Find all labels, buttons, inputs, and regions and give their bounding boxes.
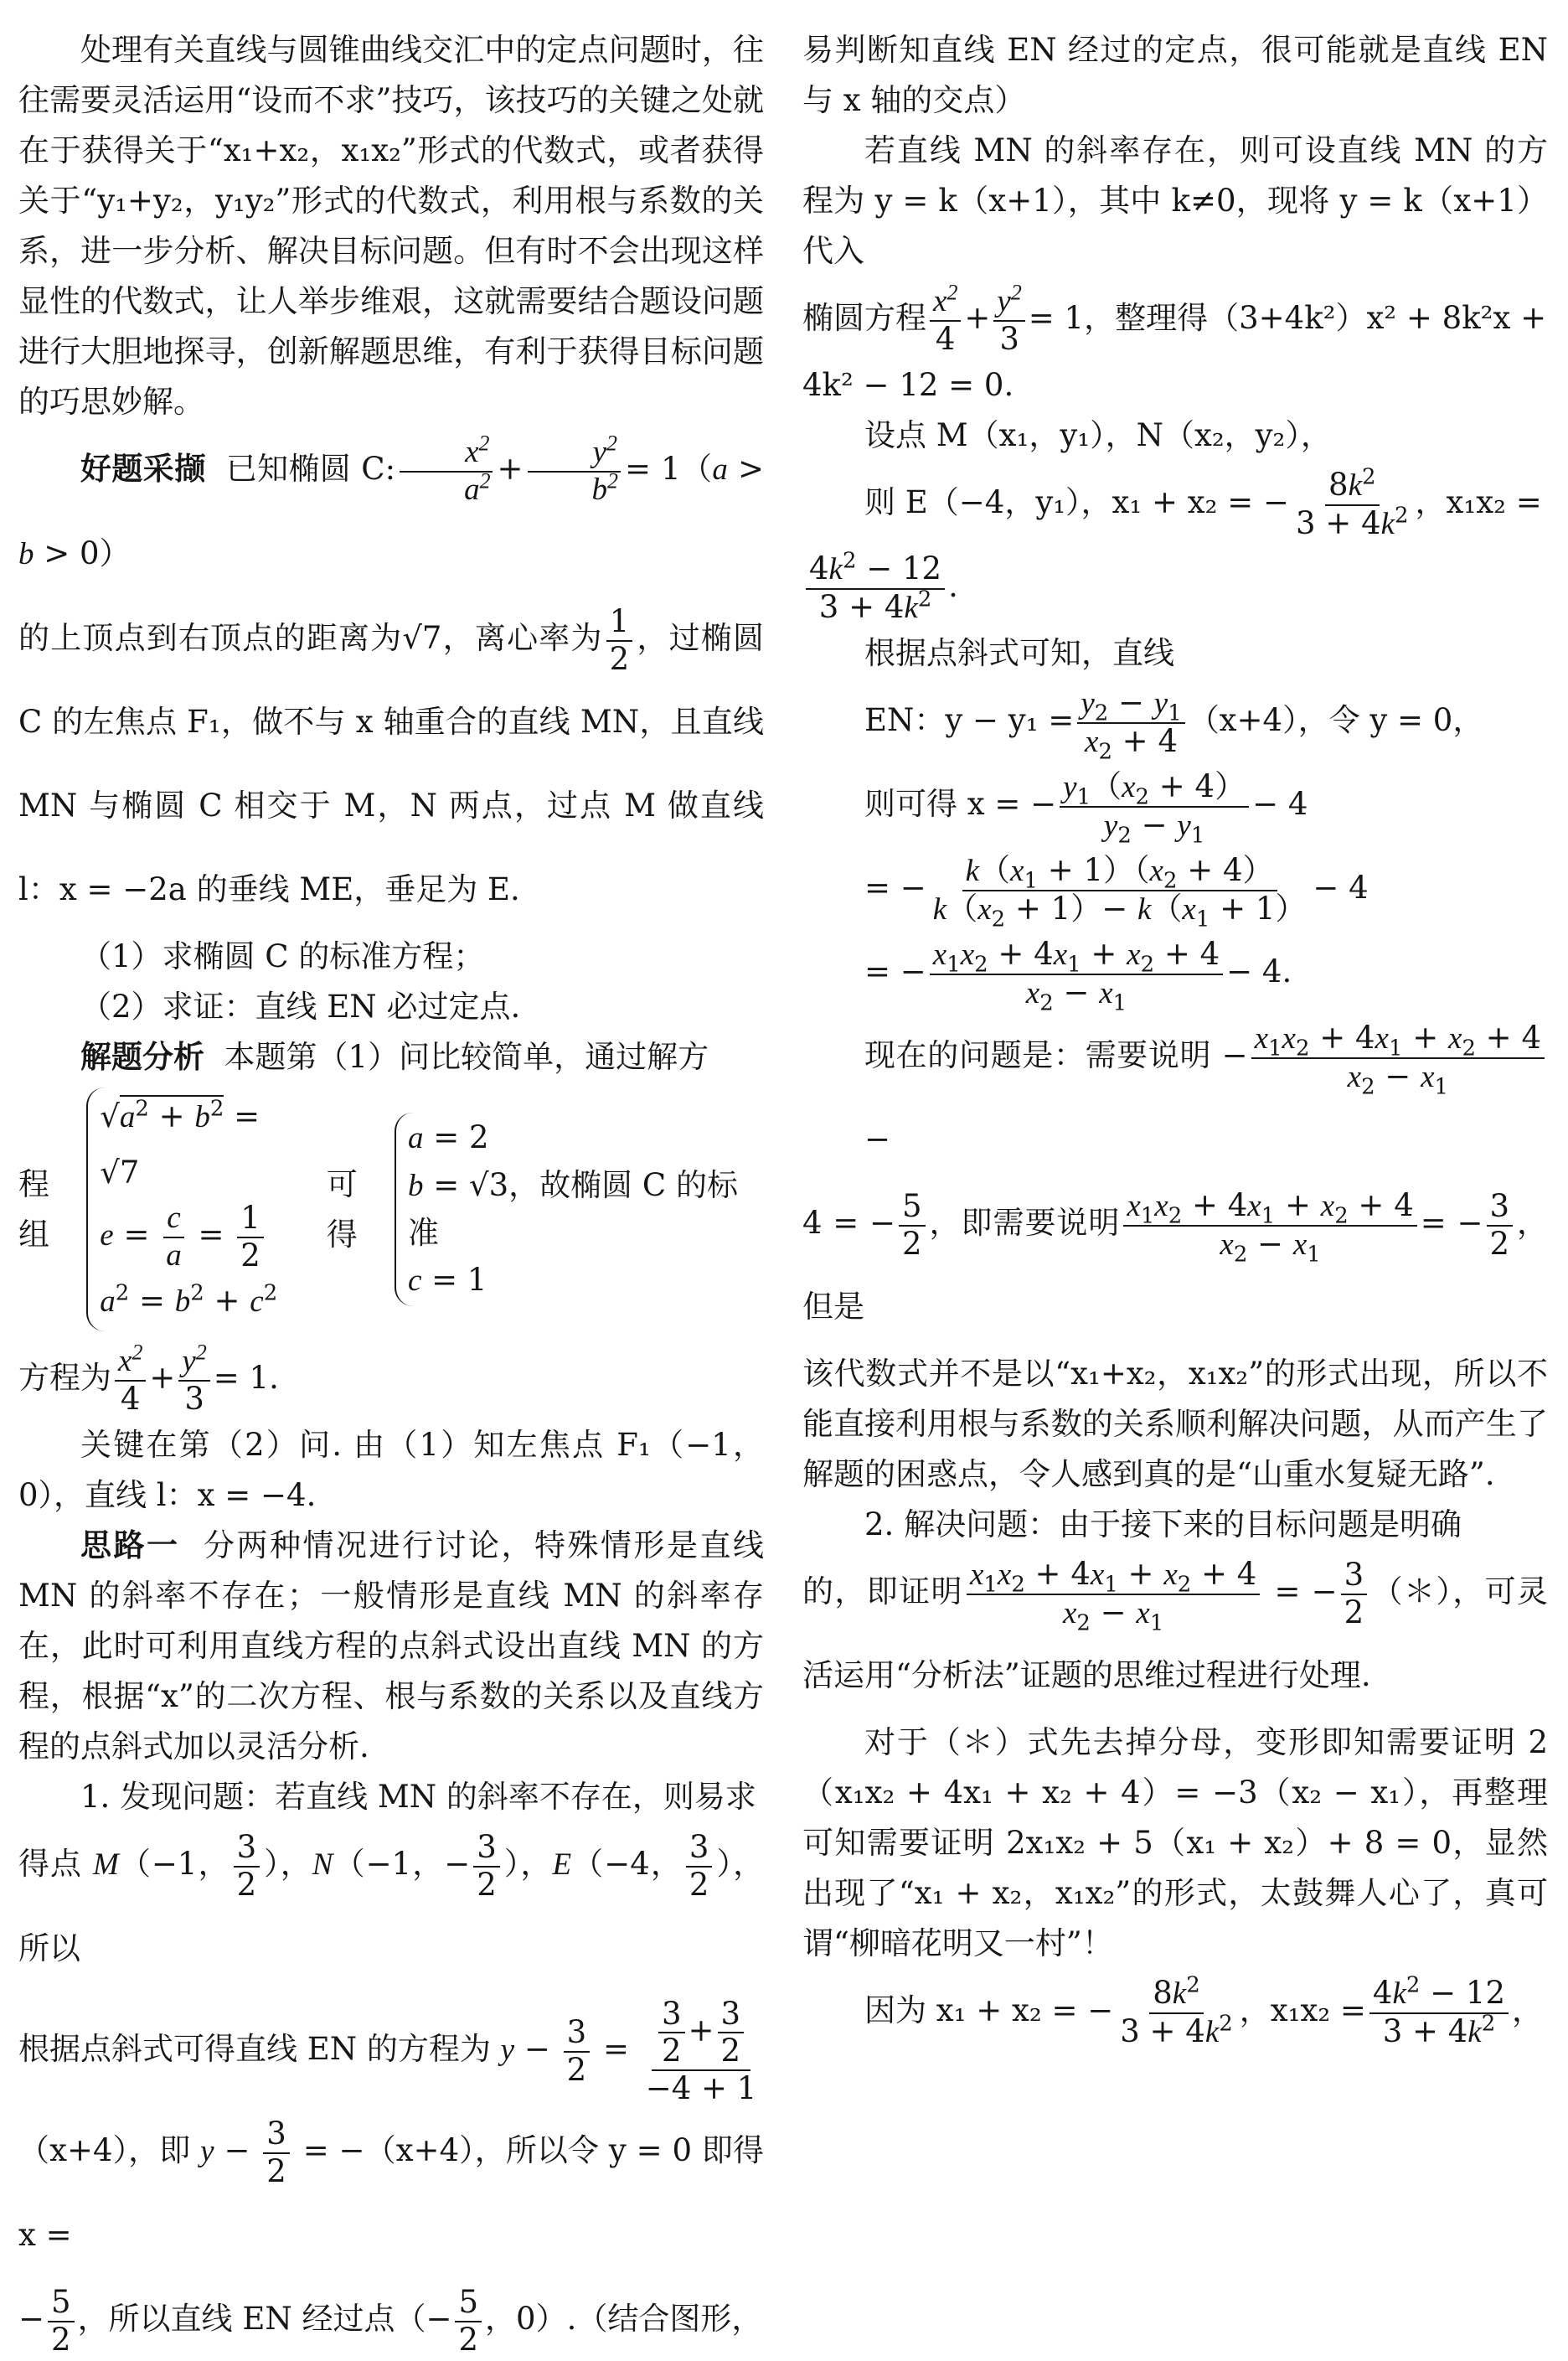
solve-problem-a: 2. 解决问题：由于接下来的目标问题是明确 — [864, 1506, 1462, 1542]
system-brace-right: a = 2 b = √3，故椭圆 C 的标准 c = 1 — [395, 1113, 756, 1306]
need-to-show: 现在的问题是：需要说明 − $\frac{x_1x_2 + 4x_1 + x_2 + 4}{x_2 - x_1}$ − — [802, 1014, 1548, 1181]
because-line: 因为 x₁ + x₂ = − $\frac{8k^2}{3 + 4k^2}$ ，x₁x₂ = $\frac{4k^2 - 12}{3 + 4k^2}$ ， — [864, 1972, 1543, 2049]
key-paragraph: 关键在第（2）问. 由（1）知左焦点 F₁（−1，0），直线 l：x = −4. — [18, 1427, 764, 1514]
x-intercept-3: = − $\frac{x_1x_2 + 4x_1 + x_2 + 4}{x_2 - x_1}$ − 4. — [864, 935, 1292, 1015]
vieta-relations: 则 E（−4，y₁），x₁ + x₂ = − $\frac{8k^2}{3 + 4k^2}$ ，x₁x₂ = — [864, 464, 1542, 541]
star-paragraph: 对于（＊）式先去掉分母，变形即知需要证明 2（x₁x₂ + 4x₁ + x₂ + 4）= −3（x₂ − x₁），再整理可知需要证明 2x₁x₂ + 5（x₁ + x₂）+ 8 = 0，显然出现了“x₁ + x₂，x₁x₂”的形式，太鼓舞人心了，真可谓“柳暗花明又一村”！ — [802, 1724, 1548, 1961]
ellipse-x-term: $\frac{x^2}{a^2}$ — [399, 435, 493, 508]
left-column — [18, 25, 764, 2361]
find-problem-point: − $\frac{5}{2}$ ，所以直线 EN 经过点（− $\frac{5}{2}$ ，0）.（结合图形， — [18, 2284, 763, 2358]
ellipse-y-term: $\frac{y^2}{b^2}$ — [527, 435, 622, 508]
quadratic-equation: 4k² − 12 = 0. — [802, 367, 1014, 403]
intro-paragraph: 处理有关直线与圆锥曲线交汇中的定点问题时，往往需要灵活运用“设而不求”技巧，该技巧的关键之处就在于获得关于“x₁+x₂，x₁x₂”形式的代数式，或者获得关于“y₁+y₂，y₁y₂”形式的代数式，利用根与系数的关系，进一步分析、解决目标问题。但有时不会出现这样显性的代数式，让人举步维艰，这就需要结合题设问题进行大胆地探寻，创新解题思维，有利于获得目标问题的巧思妙解。 — [18, 32, 764, 420]
substitute-ellipse: 椭圆方程 $\frac{x^2}{4}$ + $\frac{y^2}{3}$ = 1，整理得（3+4k²）x² + 8k²x + — [802, 280, 1547, 357]
line-en-equation: EN：y − y₁ = $\frac{y_2 - y_1}{x_2 + 4}$ （x+4），令 y = 0， — [864, 684, 1484, 764]
solve-problem-b: 的，即证明 $\frac{x_1x_2 + 4x_1 + x_2 + 4}{x_2 - x_1}$ = − $\frac{3}{2}$ （＊），可灵活运用“分析法”证题的思维过程进行处理. — [802, 1555, 1549, 1693]
find-problem-a: 1. 发现问题：若直线 MN 的斜率不存在，则易求 — [80, 1779, 756, 1816]
equation-system: 程组 $√a^2 + b^2 = √7$ e = $\frac{c}{a}$ = $\frac{1}{2}$ $a^2 = b^2 + c^2$ 可得 a = 2 b = √3，故椭圆 C 的标准 c = 1 — [18, 1088, 764, 1331]
system-brace-left: $√a^2 + b^2 = √7$ e = $\frac{c}{a}$ = $\frac{1}{2}$ $a^2 = b^2 + c^2$ — [86, 1088, 301, 1331]
problem-statement-cont: 的上顶点到右顶点的距离为√7，离心率为 $\frac{1}{2}$ ，过椭圆 C 的左焦点 F₁，做不与 x 轴重合的直线 MN，且直线 MN 与椭圆 C 相交于 M，N 两点，过点 M 做直线 l：x = −2a 的垂线 ME，垂足为 E. — [18, 602, 765, 907]
idea-heading: 思路一 — [80, 1527, 180, 1564]
x-intercept-1: 则可得 x = − $\frac{y_1(x_2 + 4)}{y_2 - y_1}$ − 4 — [864, 767, 1308, 848]
standard-equation: 方程为 $\frac{x^2}{4}$ + $\frac{y^2}{3}$ = 1. — [18, 1340, 279, 1417]
analysis-heading: 解题分析 — [80, 1039, 204, 1075]
find-problem-line: 根据点斜式可得直线 EN 的方程为 y − $\frac{3}{2}$ = $\frac{3}{2}$ + $\frac{3}{2}$ −4 + 1 — [18, 1995, 757, 2106]
idea-paragraph: 思路一 分两种情况进行讨论，特殊情形是直线 MN 的斜率不存在；一般情形是直线 MN 的斜率存在，此时可利用直线方程的点斜式设出直线 MN 的方程，根据“x”的二次方程、根与系数的关系以及直线方程的点斜式加以灵活分析. — [18, 1527, 765, 1765]
problem-heading: 好题采撷 — [80, 451, 206, 487]
difficulty-paragraph: 该代数式并不是以“x₁+x₂，x₁x₂”的形式出现，所以不能直接利用根与系数的关系顺利解决问题，从而产生了解题的困惑点，令人感到真的是“山重水复疑无路”. — [802, 1356, 1548, 1492]
slope-exists-paragraph: 若直线 MN 的斜率存在，则可设直线 MN 的方程为 y = k（x+1），其中 k≠0，现将 y = k（x+1）代入 — [802, 132, 1548, 269]
x-intercept-2: = − $\frac{k(x_1 + 1)(x_2 + 4)}{k(x_2 + 1)- k(x_1 + 1)}$ − 4 — [864, 851, 1369, 932]
vieta-product: $\frac{4k^2 - 12}{3 + 4k^2}$ . — [802, 545, 1548, 628]
need-to-show-cont: 4 = − $\frac{5}{2}$ ，即需要说明 $\frac{x_1x_2 + 4x_1 + x_2 + 4}{x_2 - x_1}$ = − $\frac{3}{2}$ ，但是 — [802, 1186, 1549, 1325]
analysis-paragraph: 解题分析 本题第（1）问比较简单，通过解方 — [80, 1039, 709, 1075]
continuation-paragraph: 易判断知直线 EN 经过的定点，很可能就是直线 EN 与 x 轴的交点） — [802, 32, 1548, 118]
find-problem-simplify: （x+4），即 y − $\frac{3}{2}$ = −（x+4），所以令 y = 0 即得 x = — [18, 2116, 764, 2254]
find-problem-points: 得点 M（−1， $\frac{3}{2}$ ），N（−1，− $\frac{3}{2}$ ），E（−4， $\frac{3}{2}$ ），所以 — [18, 1829, 765, 1967]
eccentricity-frac: $\frac{1}{2}$ — [606, 604, 633, 677]
problem-statement: 好题采撷 已知椭圆 C: $\frac{x^2}{a^2}$ + $\frac{y^2}{b^2}$ = 1（a > b > 0） — [18, 431, 764, 571]
set-points: 设点 M（x₁，y₁），N（x₂，y₂）， — [864, 417, 1332, 453]
question-2: （2）求证：直线 EN 必过定点. — [80, 989, 521, 1025]
point-slope-intro: 根据点斜式可知，直线 — [864, 635, 1174, 671]
question-1: （1）求椭圆 C 的标准方程； — [80, 938, 485, 974]
right-column — [802, 25, 1548, 2053]
